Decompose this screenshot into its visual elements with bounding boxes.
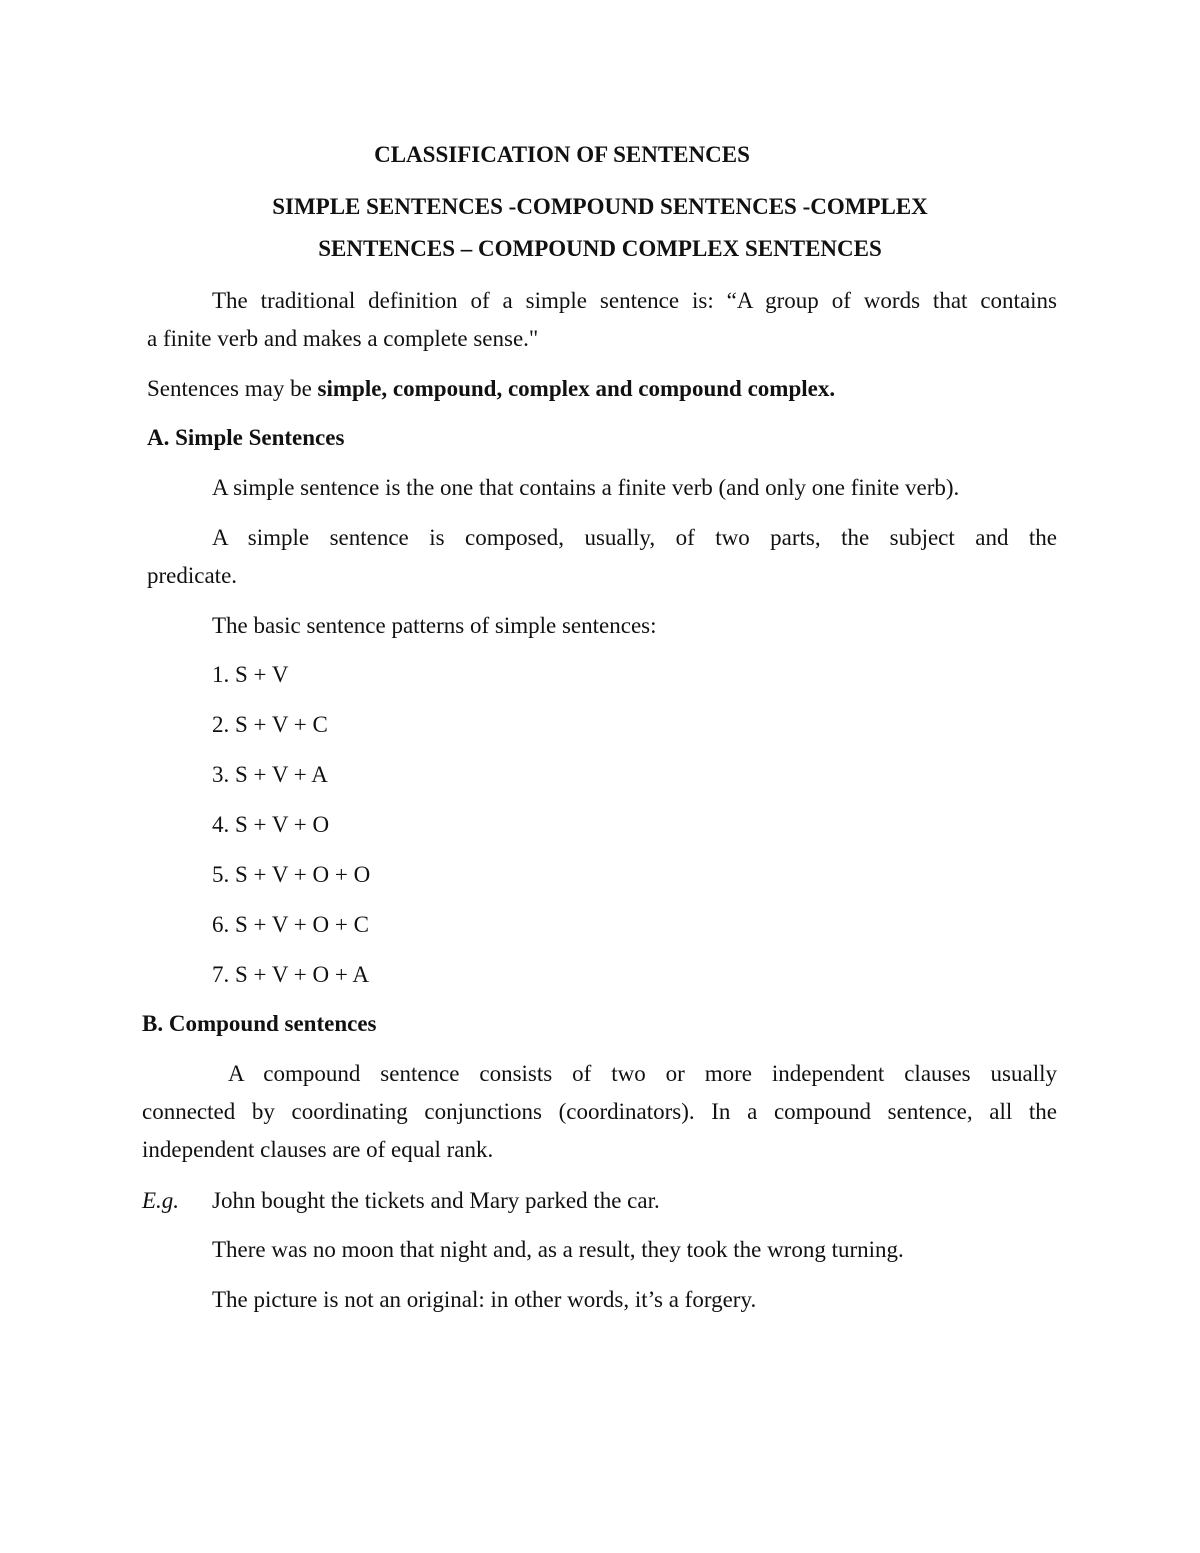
patterns-intro: The basic sentence patterns of simple sentences:	[212, 613, 657, 638]
example-label: E.g.	[142, 1188, 180, 1213]
pattern-item: 3. S + V + A	[212, 762, 328, 787]
pattern-item: 4. S + V + O	[212, 812, 330, 837]
sentence-types	[147, 374, 835, 404]
section-b-heading: B. Compound sentences	[142, 1011, 377, 1036]
pattern-item: 5. S + V + O + O	[212, 862, 371, 887]
section-a-paragraph-2-line-1: A simple sentence is composed, usually, of two parts, the subject and the	[212, 525, 1057, 550]
subtitle-line-1: SIMPLE SENTENCES -COMPOUND SENTENCES -COMPLEX	[272, 194, 928, 219]
section-a-paragraph-1: A simple sentence is the one that contains a finite verb (and only one finite verb).	[212, 475, 960, 500]
section-b-paragraph-line-3: independent clauses are of equal rank.	[142, 1137, 494, 1162]
pattern-item: 6. S + V + O + C	[212, 912, 369, 937]
sentence-types-list: simple, compound, complex and compound complex.	[317, 376, 836, 401]
section-a-heading: A. Simple Sentences	[147, 425, 345, 450]
pattern-item: 7. S + V + O + A	[212, 962, 369, 987]
example-sentence: The picture is not an original: in other words, it’s a forgery.	[212, 1287, 757, 1312]
section-b-paragraph-line-2: connected by coordinating conjunctions (coordinators). In a compound sentence, all the	[142, 1099, 1057, 1124]
example-sentence: John bought the tickets and Mary parked the car.	[212, 1188, 660, 1213]
sentence-types-prefix: Sentences may be	[147, 376, 318, 401]
intro-line-1: The traditional definition of a simple sentence is: “A group of words that contains	[212, 288, 1057, 313]
intro-line-2: a finite verb and makes a complete sense."	[147, 326, 539, 351]
section-b-paragraph-line-1: A compound sentence consists of two or more independent clauses usually	[228, 1061, 1057, 1086]
example-sentence: There was no moon that night and, as a result, they took the wrong turning.	[212, 1237, 904, 1262]
section-a-paragraph-2-line-2: predicate.	[147, 563, 238, 588]
document-title: CLASSIFICATION OF SENTENCES	[374, 142, 750, 167]
subtitle-line-2: SENTENCES – COMPOUND COMPLEX SENTENCES	[318, 236, 882, 261]
pattern-item: 2. S + V + C	[212, 712, 328, 737]
pattern-item: 1. S + V	[212, 662, 289, 687]
